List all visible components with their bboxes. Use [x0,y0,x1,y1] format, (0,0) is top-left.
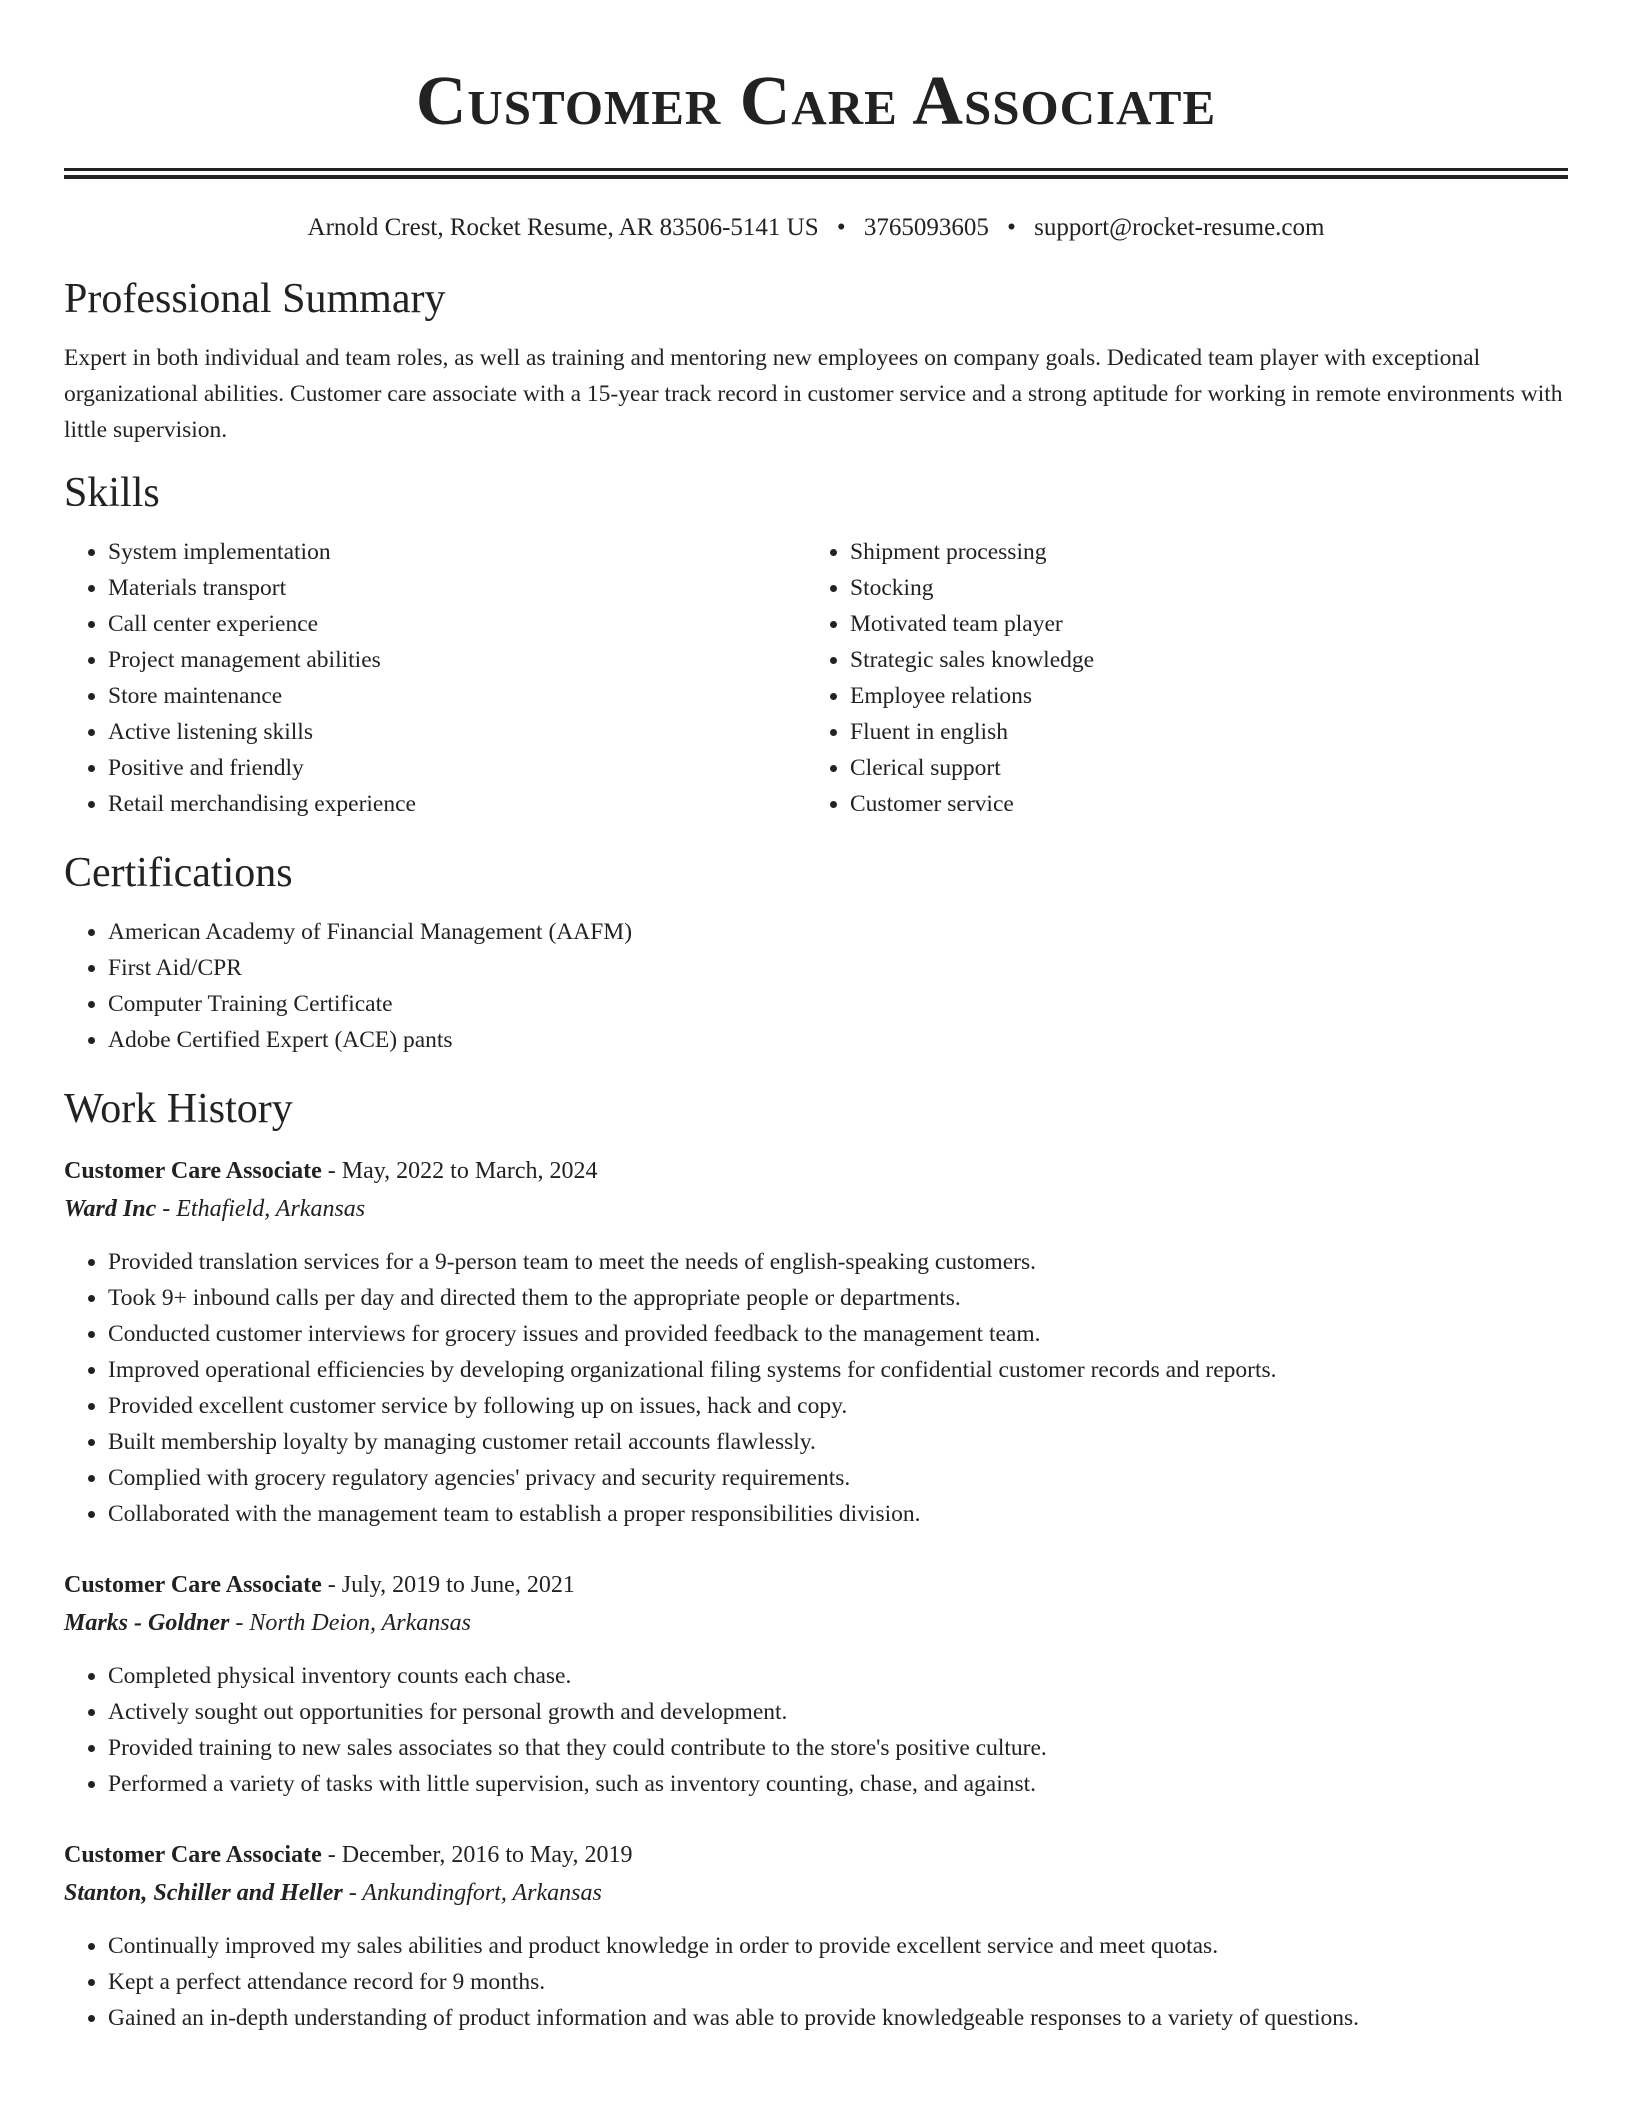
job-title-line [64,1566,1568,1604]
contact-email: support@rocket-resume.com [1034,214,1325,241]
job-employer: Stanton, Schiller and Heller [64,1880,343,1906]
contact-separator: • [836,214,846,241]
skill-item: • Positive and friendly [108,750,806,786]
skill-item: • Store maintenance [108,678,806,714]
job-bullets [64,1658,1568,1802]
job-bullet: • Gained an in-depth understanding of product information and was able to provide knowledgeable responses to a variety of questions. [108,2000,1568,2036]
job-entry [64,1566,1568,1802]
skills-column-left [64,534,806,822]
contact-phone: 3765093605 [863,214,989,241]
skill-item: • Materials transport [108,570,806,606]
job-bullet: • Continually improved my sales abilities and product knowledge in order to provide excellent service and meet quotas. [108,1928,1568,1964]
job-title-line [64,1152,1568,1190]
job-bullet: • Performed a variety of tasks with little supervision, such as inventory counting, chase, and against. [108,1766,1568,1802]
resume-page [64,0,1568,2036]
job-employer: Marks - Goldner [64,1610,230,1636]
job-title-line [64,1836,1568,1874]
skill-item: • Fluent in english [850,714,1548,750]
job-bullet: • Provided translation services for a 9-person team to meet the needs of english-speaking customers. [108,1244,1568,1280]
skill-item: • Customer service [850,786,1548,822]
job-bullet: • Built membership loyalty by managing customer retail accounts flawlessly. [108,1424,1568,1460]
job-role: Customer Care Associate [64,1572,322,1598]
skill-item: • System implementation [108,534,806,570]
certification-item: • First Aid/CPR [108,950,1568,986]
job-location: - Ankundingfort, Arkansas [342,1880,602,1906]
job-bullet: • Conducted customer interviews for grocery issues and provided feedback to the management team. [108,1316,1568,1352]
job-bullet: • Completed physical inventory counts each chase. [108,1658,1568,1694]
job-bullet: • Complied with grocery regulatory agencies' privacy and security requirements. [108,1460,1568,1496]
skill-item: • Strategic sales knowledge [850,642,1548,678]
job-bullets [64,1928,1568,2036]
skill-item: • Stocking [850,570,1548,606]
skill-item: • Retail merchandising experience [108,786,806,822]
certification-item: • Adobe Certified Expert (ACE) pants [108,1022,1568,1058]
job-dates: - July, 2019 to June, 2021 [321,1572,575,1598]
job-bullet: • Provided excellent customer service by following up on issues, hack and copy. [108,1388,1568,1424]
job-role: Customer Care Associate [64,1158,322,1184]
skill-item: • Active listening skills [108,714,806,750]
summary-text: Expert in both individual and team roles, as well as training and mentoring new employees on company goals. Dedicated team player with exceptional organizational abilities. Customer care associate with a 15-year track record in customer service and a strong aptitude for working in remote environments with little supervision. [64,345,1563,443]
skill-item: • Shipment processing [850,534,1548,570]
job-bullet: • Took 9+ inbound calls per day and directed them to the appropriate people or departments. [108,1280,1568,1316]
job-dates: - December, 2016 to May, 2019 [321,1842,633,1868]
skill-item: • Motivated team player [850,606,1548,642]
job-bullet: • Actively sought out opportunities for personal growth and development. [108,1694,1568,1730]
job-entry [64,1152,1568,1532]
skill-item: • Call center experience [108,606,806,642]
job-dates: - May, 2022 to March, 2024 [321,1158,598,1184]
certifications-heading: Certifications [64,850,293,896]
certification-item: • Computer Training Certificate [108,986,1568,1022]
job-employer-line [64,1190,1568,1228]
certifications-list [64,914,1568,1058]
job-employer-line [64,1604,1568,1642]
skill-item: • Employee relations [850,678,1548,714]
skills-grid [64,534,1568,822]
contact-separator: • [1007,214,1016,241]
skills-heading: Skills [64,470,160,516]
job-employer-line [64,1874,1568,1912]
work-history-list [64,1152,1568,2036]
job-location: - Ethafield, Arkansas [156,1196,366,1222]
job-bullet: • Collaborated with the management team to establish a proper responsibilities division. [108,1496,1568,1532]
job-entry [64,1836,1568,2036]
skills-list-left [64,534,806,822]
skills-column-right [806,534,1548,822]
job-bullet: • Provided training to new sales associates so that they could contribute to the store's positive culture. [108,1730,1568,1766]
contact-line [64,212,1568,244]
summary-heading: Professional Summary [64,276,446,322]
work-history-heading: Work History [64,1086,293,1132]
certification-item: • American Academy of Financial Management (AAFM) [108,914,1568,950]
job-bullet: • Kept a perfect attendance record for 9 months. [108,1964,1568,2000]
job-location: - North Deion, Arkansas [229,1610,471,1636]
job-bullet: • Improved operational efficiencies by developing organizational filing systems for confidential customer records and reports. [108,1352,1568,1388]
job-role: Customer Care Associate [64,1842,322,1868]
skills-list-right [806,534,1548,822]
title-divider [64,168,1568,179]
job-bullets [64,1244,1568,1532]
job-employer: Ward Inc [64,1196,157,1222]
resume-title: Customer Care Associate [415,63,1217,140]
skill-item: • Project management abilities [108,642,806,678]
contact-address: Arnold Crest, Rocket Resume, AR 83506-5141 US [307,214,819,241]
skill-item: • Clerical support [850,750,1548,786]
